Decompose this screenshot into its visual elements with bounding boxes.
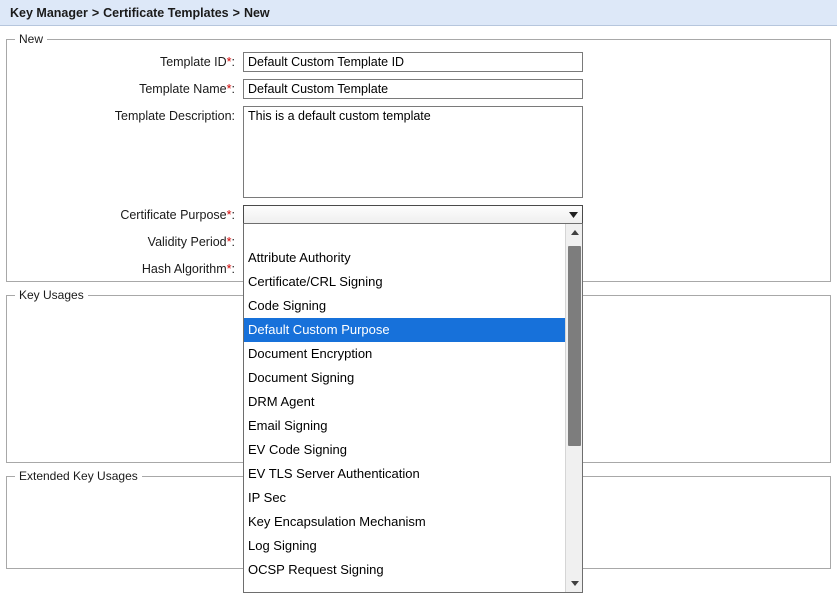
scroll-down-icon[interactable]	[566, 575, 583, 592]
extended-key-usages-legend: Extended Key Usages	[19, 469, 138, 483]
dropdown-option[interactable]: Certificate/CRL Signing	[248, 274, 383, 289]
template-description-textarea[interactable]	[243, 106, 583, 198]
breadcrumb	[0, 0, 837, 26]
field-row-template-name	[15, 79, 822, 99]
field-row-template-description	[15, 106, 822, 198]
dropdown-option[interactable]: EV TLS Server Authentication	[248, 466, 420, 481]
breadcrumb-item-certificate-templates[interactable]: Certificate Templates	[103, 5, 229, 20]
required-asterisk: *	[226, 208, 232, 222]
template-name-label	[15, 79, 243, 99]
dropdown-option[interactable]: Attribute Authority	[248, 250, 351, 265]
dropdown-scrollbar[interactable]	[565, 224, 582, 592]
required-asterisk: *	[226, 262, 232, 276]
certificate-purpose-label	[15, 205, 243, 225]
breadcrumb-separator: >	[232, 5, 240, 20]
validity-period-label-text: Validity Period	[147, 235, 227, 249]
dropdown-scroll-thumb[interactable]	[568, 246, 581, 446]
dropdown-option[interactable]: Document Signing	[248, 370, 355, 385]
chevron-down-icon[interactable]	[564, 206, 582, 224]
template-id-input[interactable]	[243, 52, 583, 72]
dropdown-option[interactable]: Code Signing	[248, 298, 327, 313]
template-name-colon: :	[231, 82, 235, 96]
breadcrumb-item-new: New	[243, 5, 270, 20]
field-row-template-id	[15, 52, 822, 72]
dropdown-option[interactable]: Log Signing	[248, 538, 317, 553]
validity-period-colon: :	[231, 235, 235, 249]
breadcrumb-separator: >	[91, 5, 100, 20]
dropdown-option[interactable]: Document Encryption	[248, 346, 373, 361]
template-id-label-text: Template ID	[159, 55, 227, 69]
template-name-label-text: Template Name	[139, 82, 227, 96]
template-description-label: Template Description:	[114, 109, 235, 123]
certificate-purpose-dropdown[interactable]	[243, 223, 583, 593]
new-group-legend: New	[19, 32, 44, 46]
hash-algorithm-label-text: Hash Algorithm	[141, 262, 227, 276]
dropdown-option[interactable]: Key Encapsulation Mechanism	[248, 514, 426, 529]
field-row-certificate-purpose	[15, 205, 822, 225]
scroll-up-icon[interactable]	[566, 224, 583, 241]
validity-period-label	[15, 232, 243, 252]
certificate-purpose-colon: :	[231, 208, 235, 222]
certificate-purpose-label-text: Certificate Purpose	[120, 208, 227, 222]
dropdown-option[interactable]: OCSP Request Signing	[248, 562, 384, 577]
dropdown-option[interactable]: EV Code Signing	[248, 442, 348, 457]
required-asterisk: *	[226, 55, 232, 69]
template-id-colon: :	[231, 55, 235, 69]
dropdown-option[interactable]: IP Sec	[248, 490, 287, 505]
certificate-purpose-select[interactable]	[243, 205, 583, 225]
hash-algorithm-label	[15, 259, 243, 279]
hash-algorithm-colon: :	[231, 262, 235, 276]
dropdown-option[interactable]: Default Custom Purpose	[244, 318, 566, 342]
certificate-purpose-option-list[interactable]	[244, 224, 566, 582]
required-asterisk: *	[226, 82, 232, 96]
required-asterisk: *	[226, 235, 232, 249]
template-name-input[interactable]	[243, 79, 583, 99]
breadcrumb-item-key-manager[interactable]: Key Manager	[10, 5, 88, 20]
key-usages-legend: Key Usages	[19, 288, 84, 302]
dropdown-option[interactable]: DRM Agent	[248, 394, 315, 409]
dropdown-option[interactable]: Email Signing	[248, 418, 328, 433]
template-id-label	[15, 52, 243, 72]
